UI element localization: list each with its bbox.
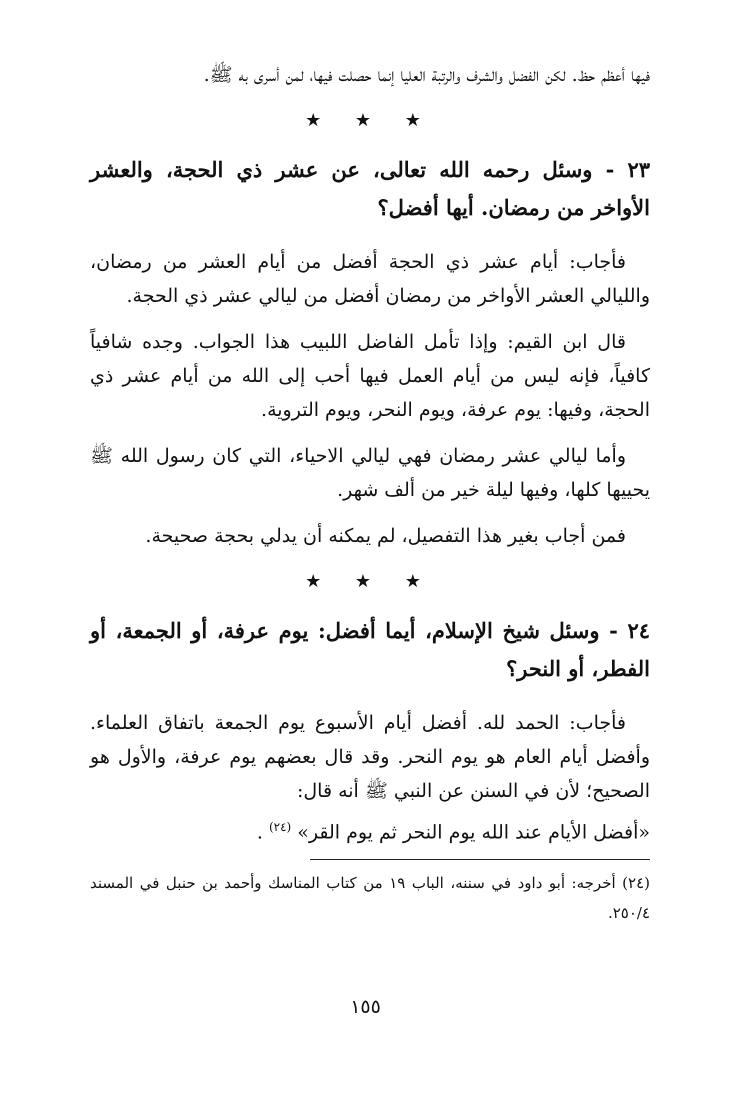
page-number: ١٥٥: [350, 996, 381, 1018]
footnote-divider: [310, 859, 650, 860]
opening-paragraph: فيها أعظم حظ. لكن الفضل والشرف والرتبة العليا إنما حصلت فيها، لمن أسرى به ﷺ.: [203, 64, 650, 86]
answer-23-paragraph-4: فمن أجاب بغير هذا التفصيل، لم يمكنه أن يدلي بحجة صحيحة.: [145, 525, 626, 547]
question-24: ٢٤ - وسئل شيخ الإسلام، أيما أفضل: يوم عرفة، أو الجمعة، أو الفطر، أو النحر؟: [90, 618, 650, 681]
hadith-period: .: [256, 821, 263, 844]
footnote-reference: (٢٤): [268, 820, 292, 834]
footnote: (٢٤) أخرجه: أبو داود في سننه، الباب ١٩ من كتاب المناسك وأحمد بن حنبل في المسند ٢٥٠/٤.: [90, 874, 651, 923]
section-separator: ★ ★ ★: [305, 110, 435, 131]
page-body: [90, 58, 650, 943]
answer-24-paragraph-1: فأجاب: الحمد لله. أفضل أيام الأسبوع يوم الجمعة باتفاق العلماء. وأفضل أيام العام هو يوم النحر. وقد قال بعضهم يوم عرفة، والأول هو الصحيح؛ لأن في السنن عن النبي ﷺ أنه قال:: [90, 712, 650, 802]
hadith-text: «أفضل الأيام عند الله يوم النحر ثم يوم القر»: [297, 821, 650, 844]
section-separator: ★ ★ ★: [305, 571, 435, 592]
answer-23-paragraph-3: وأما ليالي عشر رمضان فهي ليالي الاحياء، التي كان رسول الله ﷺ يحييها كلها، وفيها ليلة خير من ألف شهر.: [90, 445, 650, 501]
answer-23-paragraph-2: قال ابن القيم: وإذا تأمل الفاضل اللبيب هذا الجواب. وجده شافياً كافياً، فإنه ليس من أيام العمل فيها أحب إلى الله من أيام عشر ذي الحجة، وفيها: يوم عرفة، ويوم النحر، ويوم التروية.: [90, 331, 650, 421]
question-23: ٢٣ - وسئل رحمه الله تعالى، عن عشر ذي الحجة، والعشر الأواخر من رمضان. أيها أفضل؟: [90, 157, 650, 220]
hadith-quote: [90, 810, 650, 849]
answer-23-paragraph-1: فأجاب: أيام عشر ذي الحجة أفضل من أيام العشر من رمضان، والليالي العشر الأواخر من رمضان أفضل من ليالي عشر ذي الحجة.: [90, 251, 650, 307]
